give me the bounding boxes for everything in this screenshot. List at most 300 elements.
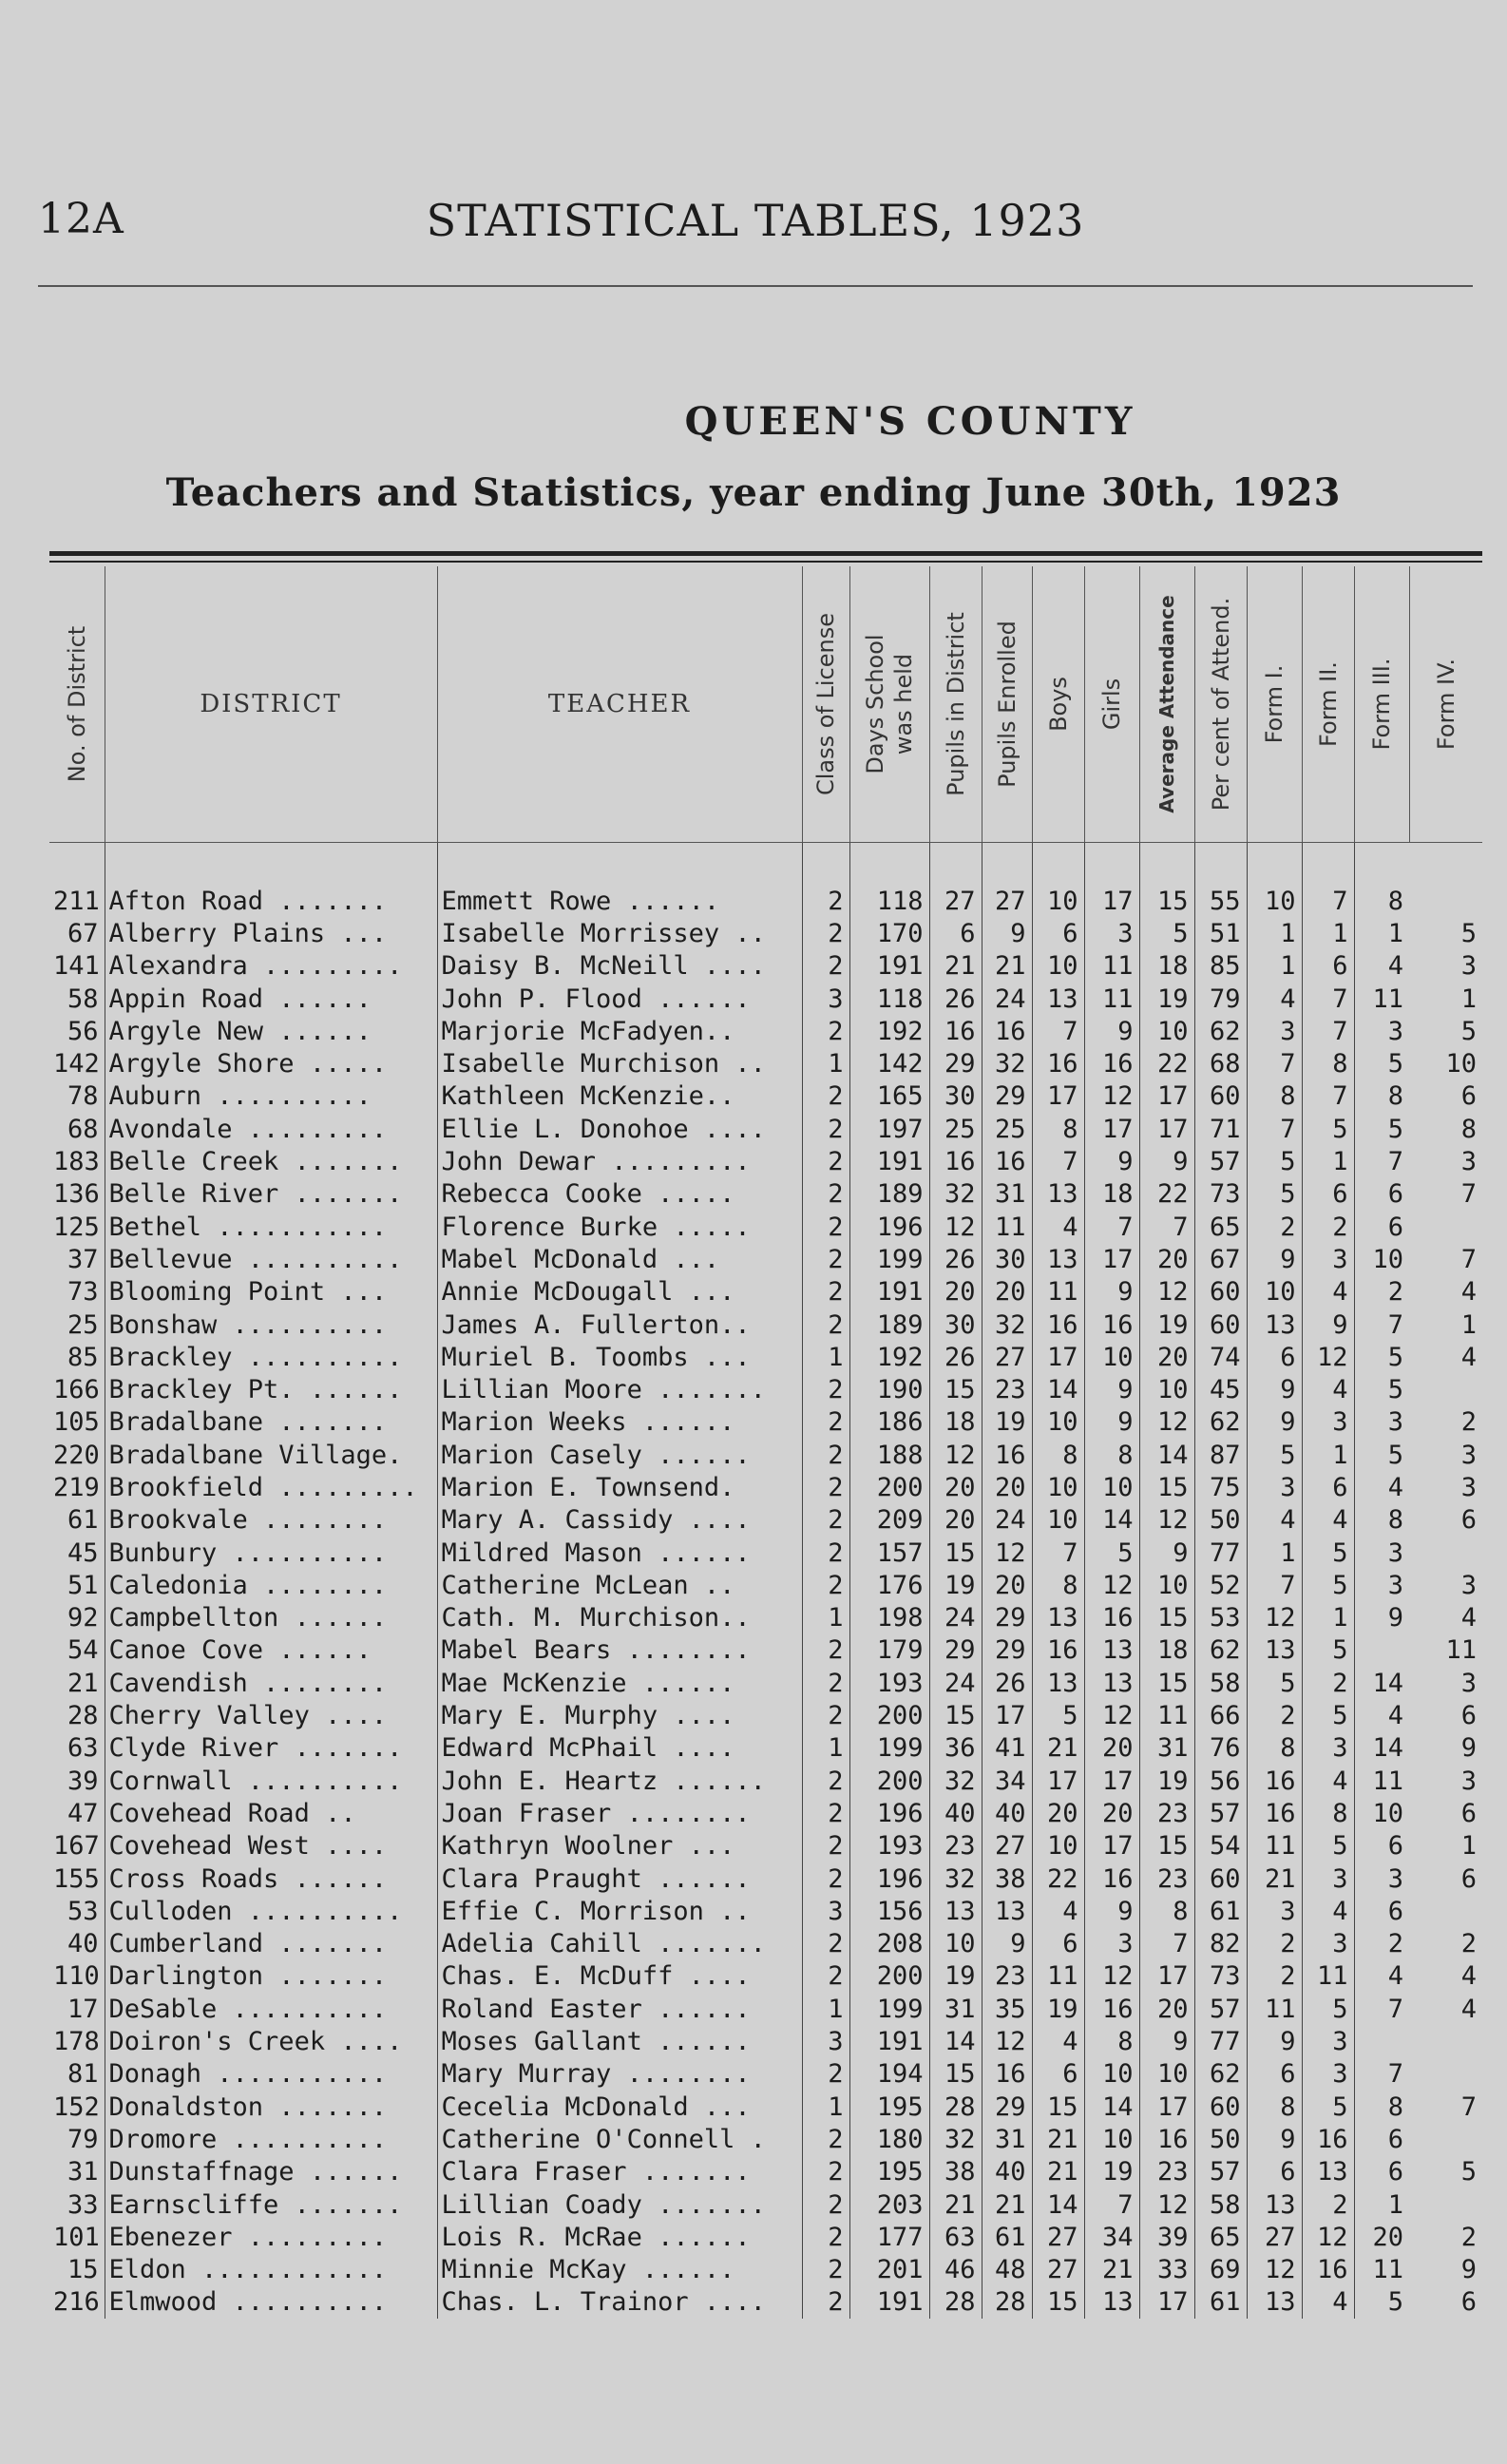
average-attendance-cell: 17 xyxy=(1139,1113,1194,1145)
form-1-cell: 4 xyxy=(1247,1504,1302,1537)
form-2-cell: 4 xyxy=(1302,1504,1354,1537)
average-attendance-cell: 18 xyxy=(1139,1634,1194,1667)
col-header-girls xyxy=(1084,566,1139,843)
form-2-cell: 11 xyxy=(1302,1960,1354,1993)
teacher-name-cell: Roland Easter ...... xyxy=(437,1993,802,2025)
district-name-cell: Doiron's Creek .... xyxy=(105,2025,437,2057)
percent-attend-cell: 76 xyxy=(1194,1732,1247,1765)
days-held-cell: 165 xyxy=(849,1080,929,1113)
percent-attend-cell: 60 xyxy=(1194,1080,1247,1113)
district-name-cell: Blooming Point ... xyxy=(105,1276,437,1308)
percent-attend-cell: 67 xyxy=(1194,1243,1247,1275)
average-attendance-cell: 10 xyxy=(1139,1373,1194,1405)
table-row xyxy=(49,1047,1482,1079)
teacher-name-cell: John P. Flood ...... xyxy=(437,983,802,1015)
pupils-district-cell: 24 xyxy=(929,1667,982,1699)
form-1-cell: 9 xyxy=(1247,1243,1302,1275)
teacher-name-cell: Mabel McDonald ... xyxy=(437,1243,802,1275)
boys-cell: 17 xyxy=(1032,1080,1084,1113)
days-held-cell: 176 xyxy=(849,1569,929,1601)
pupils-district-cell: 6 xyxy=(929,917,982,949)
girls-cell: 9 xyxy=(1084,1015,1139,1047)
col-header-text: Days School was held xyxy=(862,634,917,774)
table-row xyxy=(49,1015,1482,1047)
form-1-cell: 2 xyxy=(1247,1699,1302,1731)
average-attendance-cell: 31 xyxy=(1139,1732,1194,1765)
table-row xyxy=(49,1569,1482,1601)
class-license-cell: 2 xyxy=(802,1276,849,1308)
girls-cell: 19 xyxy=(1084,2156,1139,2188)
form-4-cell xyxy=(1409,2058,1482,2091)
form-1-cell: 1 xyxy=(1247,917,1302,949)
days-held-cell: 191 xyxy=(849,950,929,983)
pupils-enrolled-cell: 9 xyxy=(982,1928,1032,1960)
form-3-cell: 7 xyxy=(1354,1993,1409,2025)
pupils-enrolled-cell: 24 xyxy=(982,983,1032,1015)
average-attendance-cell: 5 xyxy=(1139,917,1194,949)
form-4-cell: 4 xyxy=(1460,1603,1477,1633)
pupils-district-cell: 32 xyxy=(929,1178,982,1211)
class-license-cell: 2 xyxy=(802,2253,849,2285)
days-held-cell: 177 xyxy=(849,2221,929,2253)
district-number-cell: 73 xyxy=(67,1277,99,1308)
girls-cell: 7 xyxy=(1084,1211,1139,1243)
girls-cell: 17 xyxy=(1084,1830,1139,1862)
form-2-cell: 5 xyxy=(1302,1113,1354,1145)
district-number-cell: 92 xyxy=(67,1603,99,1633)
class-license-cell: 1 xyxy=(802,1732,849,1765)
form-3-cell: 4 xyxy=(1354,1960,1409,1993)
boys-cell: 16 xyxy=(1032,1634,1084,1667)
percent-attend-cell: 75 xyxy=(1194,1471,1247,1503)
average-attendance-cell: 22 xyxy=(1139,1178,1194,1211)
form-4-cell xyxy=(1409,2025,1482,2057)
col-header-text: Average Attendance xyxy=(1155,595,1178,813)
percent-attend-cell: 57 xyxy=(1194,1993,1247,2025)
girls-cell: 12 xyxy=(1084,1699,1139,1731)
pupils-district-cell: 21 xyxy=(929,950,982,983)
form-3-cell: 5 xyxy=(1354,1047,1409,1079)
class-license-cell: 3 xyxy=(802,983,849,1015)
teacher-name-cell: Isabelle Morrissey .. xyxy=(437,917,802,949)
pupils-district-cell: 27 xyxy=(929,885,982,917)
teacher-name-cell: Joan Fraser ........ xyxy=(437,1797,802,1829)
pupils-enrolled-cell: 20 xyxy=(982,1276,1032,1308)
spacer-cell xyxy=(1354,843,1409,886)
days-held-cell: 193 xyxy=(849,1667,929,1699)
boys-cell: 10 xyxy=(1032,1406,1084,1439)
percent-attend-cell: 60 xyxy=(1194,1862,1247,1895)
district-number-cell: 31 xyxy=(67,2157,99,2187)
boys-cell: 4 xyxy=(1032,2025,1084,2057)
col-header-text: Form III. xyxy=(1368,658,1395,751)
form-4-cell: 3 xyxy=(1460,1147,1477,1177)
form-3-cell: 6 xyxy=(1354,1211,1409,1243)
table-row xyxy=(49,2091,1482,2123)
girls-cell: 11 xyxy=(1084,950,1139,983)
district-number-cell: 142 xyxy=(53,1049,100,1079)
form-1-cell: 12 xyxy=(1247,2253,1302,2285)
pupils-district-cell: 28 xyxy=(929,2091,982,2123)
teacher-name-cell: Clara Praught ...... xyxy=(437,1862,802,1895)
boys-cell: 6 xyxy=(1032,917,1084,949)
district-name-cell: Appin Road ...... xyxy=(105,983,437,1015)
district-name-cell: Bonshaw .......... xyxy=(105,1308,437,1341)
form-4-cell: 1 xyxy=(1460,984,1477,1014)
form-1-cell: 5 xyxy=(1247,1145,1302,1177)
pupils-enrolled-cell: 29 xyxy=(982,1634,1032,1667)
form-4-cell: 7 xyxy=(1460,1244,1477,1274)
form-4-cell: 6 xyxy=(1460,2287,1477,2318)
spacer-cell xyxy=(1247,843,1302,886)
table-row xyxy=(49,1765,1482,1797)
form-3-cell: 11 xyxy=(1354,983,1409,1015)
pupils-district-cell: 30 xyxy=(929,1080,982,1113)
class-license-cell: 2 xyxy=(802,1960,849,1993)
percent-attend-cell: 62 xyxy=(1194,2058,1247,2091)
boys-cell: 6 xyxy=(1032,2058,1084,2091)
days-held-cell: 191 xyxy=(849,1145,929,1177)
form-2-cell: 3 xyxy=(1302,1243,1354,1275)
class-license-cell: 2 xyxy=(802,1113,849,1145)
form-1-cell: 3 xyxy=(1247,1471,1302,1503)
boys-cell: 20 xyxy=(1032,1797,1084,1829)
days-held-cell: 189 xyxy=(849,1308,929,1341)
pupils-district-cell: 29 xyxy=(929,1047,982,1079)
table-row xyxy=(49,917,1482,949)
days-held-cell: 118 xyxy=(849,983,929,1015)
pupils-enrolled-cell: 19 xyxy=(982,1406,1032,1439)
class-license-cell: 2 xyxy=(802,1504,849,1537)
percent-attend-cell: 73 xyxy=(1194,1178,1247,1211)
district-name-cell: Afton Road ....... xyxy=(105,885,437,917)
district-number-cell: 136 xyxy=(53,1179,100,1210)
pupils-district-cell: 20 xyxy=(929,1504,982,1537)
percent-attend-cell: 79 xyxy=(1194,983,1247,1015)
form-3-cell: 5 xyxy=(1354,1341,1409,1373)
col-header-text: Class of License xyxy=(812,612,839,796)
girls-cell: 17 xyxy=(1084,885,1139,917)
class-license-cell: 2 xyxy=(802,1373,849,1405)
district-name-cell: Elmwood .......... xyxy=(105,2286,437,2319)
girls-cell: 3 xyxy=(1084,917,1139,949)
form-3-cell: 5 xyxy=(1354,1113,1409,1145)
district-number-cell: 67 xyxy=(67,918,99,948)
teacher-name-cell: John Dewar ......... xyxy=(437,1145,802,1177)
form-3-cell: 20 xyxy=(1354,2221,1409,2253)
form-2-cell: 5 xyxy=(1302,1993,1354,2025)
form-1-cell: 11 xyxy=(1247,1993,1302,2025)
table-row xyxy=(49,1308,1482,1341)
col-header-form-1 xyxy=(1247,566,1302,843)
table-row xyxy=(49,1243,1482,1275)
teacher-name-cell: Mary Murray ........ xyxy=(437,2058,802,2091)
table-row xyxy=(49,1471,1482,1503)
average-attendance-cell: 8 xyxy=(1139,1895,1194,1927)
girls-cell: 10 xyxy=(1084,1341,1139,1373)
table-subtitle: Teachers and Statistics, year ending June 30th, 1923 xyxy=(165,470,1342,515)
boys-cell: 8 xyxy=(1032,1569,1084,1601)
form-4-cell: 5 xyxy=(1460,918,1477,948)
pupils-district-cell: 19 xyxy=(929,1960,982,1993)
pupils-district-cell: 36 xyxy=(929,1732,982,1765)
table-body xyxy=(49,843,1482,2320)
form-1-cell: 2 xyxy=(1247,1928,1302,1960)
class-license-cell: 2 xyxy=(802,1080,849,1113)
form-3-cell: 3 xyxy=(1354,1406,1409,1439)
pupils-enrolled-cell: 48 xyxy=(982,2253,1032,2285)
form-2-cell: 13 xyxy=(1302,2156,1354,2188)
days-held-cell: 156 xyxy=(849,1895,929,1927)
class-license-cell: 2 xyxy=(802,1569,849,1601)
district-name-cell: Bellevue .......... xyxy=(105,1243,437,1275)
district-name-cell: Covehead Road .. xyxy=(105,1797,437,1829)
girls-cell: 17 xyxy=(1084,1243,1139,1275)
days-held-cell: 196 xyxy=(849,1862,929,1895)
form-4-cell: 9 xyxy=(1460,2255,1477,2285)
boys-cell: 10 xyxy=(1032,1471,1084,1503)
district-number-cell: 33 xyxy=(67,2189,99,2220)
form-4-cell: 3 xyxy=(1460,1440,1477,1470)
teacher-name-cell: Rebecca Cooke ..... xyxy=(437,1178,802,1211)
table-row xyxy=(49,950,1482,983)
boys-cell: 16 xyxy=(1032,1308,1084,1341)
percent-attend-cell: 62 xyxy=(1194,1406,1247,1439)
average-attendance-cell: 22 xyxy=(1139,1047,1194,1079)
form-4-cell: 5 xyxy=(1460,1016,1477,1046)
table-row xyxy=(49,1797,1482,1829)
form-2-cell: 2 xyxy=(1302,2188,1354,2221)
col-header-text: Form I. xyxy=(1261,664,1288,744)
pupils-enrolled-cell: 26 xyxy=(982,1667,1032,1699)
form-2-cell: 6 xyxy=(1302,1471,1354,1503)
days-held-cell: 200 xyxy=(849,1471,929,1503)
days-held-cell: 200 xyxy=(849,1699,929,1731)
teacher-name-cell: Annie McDougall ... xyxy=(437,1276,802,1308)
teacher-name-cell: Kathleen McKenzie.. xyxy=(437,1080,802,1113)
teacher-name-cell: Emmett Rowe ...... xyxy=(437,885,802,917)
table-row xyxy=(49,1113,1482,1145)
district-name-cell: Cavendish ........ xyxy=(105,1667,437,1699)
form-3-cell: 1 xyxy=(1354,917,1409,949)
average-attendance-cell: 17 xyxy=(1139,1960,1194,1993)
form-3-cell: 3 xyxy=(1354,1015,1409,1047)
class-license-cell: 1 xyxy=(802,1047,849,1079)
percent-attend-cell: 57 xyxy=(1194,1145,1247,1177)
pupils-enrolled-cell: 11 xyxy=(982,1211,1032,1243)
girls-cell: 13 xyxy=(1084,1667,1139,1699)
form-1-cell: 5 xyxy=(1247,1667,1302,1699)
form-3-cell: 7 xyxy=(1354,1308,1409,1341)
table-row xyxy=(49,1504,1482,1537)
form-2-cell: 9 xyxy=(1302,1308,1354,1341)
girls-cell: 9 xyxy=(1084,1145,1139,1177)
days-held-cell: 195 xyxy=(849,2091,929,2123)
boys-cell: 6 xyxy=(1032,1928,1084,1960)
district-name-cell: Cherry Valley .... xyxy=(105,1699,437,1731)
form-4-cell: 6 xyxy=(1460,1701,1477,1731)
girls-cell: 16 xyxy=(1084,1993,1139,2025)
district-name-cell: Alexandra ......... xyxy=(105,950,437,983)
table-spacer-row xyxy=(49,843,1482,886)
pupils-enrolled-cell: 31 xyxy=(982,2123,1032,2155)
girls-cell: 16 xyxy=(1084,1308,1139,1341)
pupils-district-cell: 32 xyxy=(929,2123,982,2155)
pupils-enrolled-cell: 29 xyxy=(982,1080,1032,1113)
form-4-cell: 3 xyxy=(1460,1668,1477,1698)
teacher-name-cell: John E. Heartz ...... xyxy=(437,1765,802,1797)
col-header-average-attendance xyxy=(1139,566,1194,843)
average-attendance-cell: 15 xyxy=(1139,1830,1194,1862)
table-row xyxy=(49,983,1482,1015)
days-held-cell: 186 xyxy=(849,1406,929,1439)
average-attendance-cell: 10 xyxy=(1139,1015,1194,1047)
col-header-text: Per cent of Attend. xyxy=(1207,597,1234,812)
page-title: STATISTICAL TABLES, 1923 xyxy=(426,195,1085,246)
spacer-cell xyxy=(105,843,437,886)
district-name-cell: Brackley Pt. ...... xyxy=(105,1373,437,1405)
average-attendance-cell: 39 xyxy=(1139,2221,1194,2253)
days-held-cell: 209 xyxy=(849,1504,929,1537)
form-2-cell: 12 xyxy=(1302,1341,1354,1373)
table-row xyxy=(49,1276,1482,1308)
percent-attend-cell: 54 xyxy=(1194,1830,1247,1862)
girls-cell: 8 xyxy=(1084,1439,1139,1471)
district-number-cell: 81 xyxy=(67,2059,99,2090)
boys-cell: 13 xyxy=(1032,983,1084,1015)
girls-cell: 16 xyxy=(1084,1862,1139,1895)
girls-cell: 3 xyxy=(1084,1928,1139,1960)
form-4-cell: 6 xyxy=(1460,1081,1477,1112)
percent-attend-cell: 68 xyxy=(1194,1047,1247,1079)
district-name-cell: Canoe Cove ...... xyxy=(105,1634,437,1667)
form-1-cell: 16 xyxy=(1247,1797,1302,1829)
class-license-cell: 1 xyxy=(802,2091,849,2123)
form-3-cell: 4 xyxy=(1354,1471,1409,1503)
form-1-cell: 13 xyxy=(1247,2286,1302,2319)
district-number-cell: 45 xyxy=(67,1538,99,1568)
district-number-cell: 17 xyxy=(67,1994,99,2024)
girls-cell: 16 xyxy=(1084,1047,1139,1079)
girls-cell: 9 xyxy=(1084,1895,1139,1927)
form-2-cell: 3 xyxy=(1302,1732,1354,1765)
district-name-cell: Bunbury .......... xyxy=(105,1537,437,1569)
girls-cell: 7 xyxy=(1084,2188,1139,2221)
table-row xyxy=(49,2253,1482,2285)
class-license-cell: 2 xyxy=(802,1634,849,1667)
class-license-cell: 2 xyxy=(802,2221,849,2253)
pupils-enrolled-cell: 21 xyxy=(982,2188,1032,2221)
form-1-cell: 8 xyxy=(1247,1732,1302,1765)
percent-attend-cell: 62 xyxy=(1194,1015,1247,1047)
form-1-cell: 5 xyxy=(1247,1439,1302,1471)
district-number-cell: 141 xyxy=(53,951,100,982)
form-3-cell: 6 xyxy=(1354,1830,1409,1862)
class-license-cell: 2 xyxy=(802,1178,849,1211)
days-held-cell: 195 xyxy=(849,2156,929,2188)
pupils-district-cell: 16 xyxy=(929,1015,982,1047)
days-held-cell: 200 xyxy=(849,1765,929,1797)
boys-cell: 10 xyxy=(1032,1504,1084,1537)
percent-attend-cell: 71 xyxy=(1194,1113,1247,1145)
table-header-row xyxy=(49,566,1482,843)
table-row xyxy=(49,1895,1482,1927)
form-4-cell: 4 xyxy=(1460,1342,1477,1372)
teacher-name-cell: Mary E. Murphy .... xyxy=(437,1699,802,1731)
form-3-cell: 3 xyxy=(1354,1569,1409,1601)
form-1-cell: 8 xyxy=(1247,2091,1302,2123)
class-license-cell: 2 xyxy=(802,950,849,983)
pupils-enrolled-cell: 32 xyxy=(982,1308,1032,1341)
form-4-cell: 11 xyxy=(1445,1635,1477,1666)
average-attendance-cell: 17 xyxy=(1139,1080,1194,1113)
table-row xyxy=(49,1928,1482,1960)
form-3-cell: 11 xyxy=(1354,1765,1409,1797)
table-row xyxy=(49,1667,1482,1699)
table-row xyxy=(49,1862,1482,1895)
form-3-cell: 8 xyxy=(1354,2091,1409,2123)
form-3-cell xyxy=(1354,1634,1409,1667)
average-attendance-cell: 23 xyxy=(1139,1862,1194,1895)
district-number-cell: 211 xyxy=(53,886,100,916)
district-name-cell: Campbellton ...... xyxy=(105,1602,437,1634)
form-3-cell: 10 xyxy=(1354,1243,1409,1275)
table-row xyxy=(49,2286,1482,2319)
boys-cell: 15 xyxy=(1032,2286,1084,2319)
pupils-enrolled-cell: 12 xyxy=(982,1537,1032,1569)
form-4-cell: 3 xyxy=(1460,951,1477,982)
district-number-cell: 216 xyxy=(53,2287,100,2318)
boys-cell: 8 xyxy=(1032,1439,1084,1471)
average-attendance-cell: 10 xyxy=(1139,1569,1194,1601)
pupils-district-cell: 19 xyxy=(929,1569,982,1601)
pupils-district-cell: 24 xyxy=(929,1602,982,1634)
form-4-cell: 8 xyxy=(1460,1114,1477,1144)
class-license-cell: 2 xyxy=(802,2156,849,2188)
form-4-cell: 6 xyxy=(1460,1505,1477,1536)
form-2-cell: 1 xyxy=(1302,917,1354,949)
percent-attend-cell: 69 xyxy=(1194,2253,1247,2285)
form-1-cell: 6 xyxy=(1247,2156,1302,2188)
district-number-cell: 40 xyxy=(67,1929,99,1959)
percent-attend-cell: 51 xyxy=(1194,917,1247,949)
girls-cell: 17 xyxy=(1084,1765,1139,1797)
teacher-name-cell: Mary A. Cassidy .... xyxy=(437,1504,802,1537)
girls-cell: 10 xyxy=(1084,1471,1139,1503)
pupils-district-cell: 26 xyxy=(929,1243,982,1275)
pupils-district-cell: 28 xyxy=(929,2286,982,2319)
class-license-cell: 2 xyxy=(802,2188,849,2221)
teacher-name-cell: Chas. L. Trainor .... xyxy=(437,2286,802,2319)
form-3-cell: 2 xyxy=(1354,1928,1409,1960)
form-2-cell: 5 xyxy=(1302,1634,1354,1667)
teacher-name-cell: Mabel Bears ........ xyxy=(437,1634,802,1667)
form-1-cell: 12 xyxy=(1247,1602,1302,1634)
percent-attend-cell: 52 xyxy=(1194,1569,1247,1601)
teacher-name-cell: Kathryn Woolner ... xyxy=(437,1830,802,1862)
days-held-cell: 188 xyxy=(849,1439,929,1471)
col-header-text: TEACHER xyxy=(547,690,692,718)
boys-cell: 7 xyxy=(1032,1015,1084,1047)
district-number-cell: 85 xyxy=(67,1342,99,1372)
boys-cell: 10 xyxy=(1032,885,1084,917)
spacer-cell xyxy=(437,843,802,886)
form-3-cell: 6 xyxy=(1354,1895,1409,1927)
spacer-cell xyxy=(849,843,929,886)
district-name-cell: Brackley .......... xyxy=(105,1341,437,1373)
form-3-cell: 1 xyxy=(1354,2188,1409,2221)
average-attendance-cell: 12 xyxy=(1139,1406,1194,1439)
